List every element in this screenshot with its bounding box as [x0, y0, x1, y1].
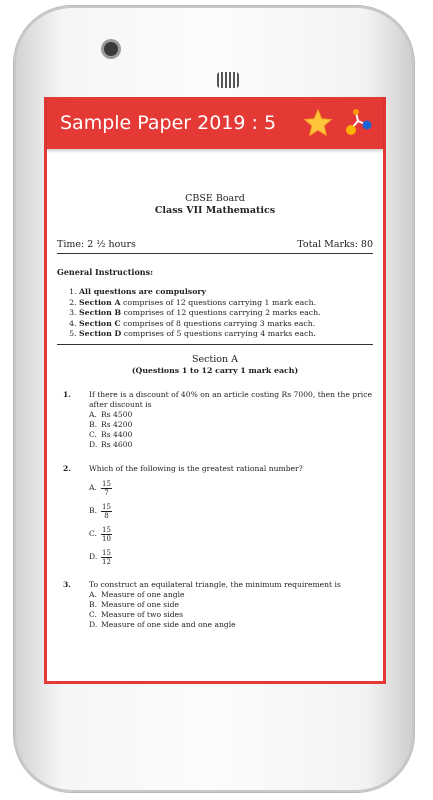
question-number: 2.	[63, 463, 71, 473]
section-header	[57, 354, 373, 376]
question-2	[57, 464, 373, 566]
option-c: C. $\frac{15}{10}$	[89, 525, 111, 543]
option-a: A. $\frac{15}{7}$	[89, 479, 111, 497]
fraction: $\frac{15}{12}$	[102, 548, 111, 566]
share-icon	[342, 107, 374, 139]
earpiece-speaker	[217, 72, 239, 88]
divider	[57, 344, 373, 345]
document-view[interactable]	[57, 149, 373, 681]
question-number: 1.	[63, 389, 71, 399]
instruction-item: 3. Section B comprises of 12 questions carrying 2 marks each.	[79, 308, 373, 319]
phone-frame	[14, 6, 414, 792]
instructions-title: General Instructions:	[57, 267, 154, 277]
app-screen	[44, 97, 386, 684]
instruction-item: 5. Section D comprises of 5 questions carrying 4 marks each.	[79, 329, 373, 340]
question-text: If there is a discount of 40% on an article costing Rs 7000, then the price after discount is	[89, 389, 372, 409]
option-d: D. Measure of one side and one angle	[89, 619, 236, 629]
section-title: Section A	[191, 353, 239, 365]
section-subtitle: (Questions 1 to 12 carry 1 mark each)	[131, 365, 299, 375]
fraction: $\frac{15}{8}$	[102, 502, 111, 520]
option-b: B. Measure of one side	[89, 599, 179, 609]
question-1	[57, 390, 373, 450]
option-a: A. Rs 4500	[89, 409, 133, 419]
share-button[interactable]	[341, 106, 375, 140]
instruction-item: 2. Section A comprises of 12 questions carrying 1 mark each.	[79, 298, 373, 309]
board-name: CBSE Board	[185, 193, 245, 204]
exam-meta	[57, 239, 373, 254]
instruction-item: 4. Section C comprises of 8 questions carrying 3 marks each.	[79, 319, 373, 330]
question-3	[57, 580, 373, 630]
option-a: A. Measure of one angle	[89, 589, 185, 599]
favorite-button[interactable]	[301, 106, 335, 140]
option-c: C. Rs 4400	[89, 429, 133, 439]
total-marks: Total Marks: 80	[297, 239, 373, 250]
question-text: To construct an equilateral triangle, the minimum requirement is	[89, 579, 341, 589]
instructions-list	[57, 287, 373, 340]
option-d: D. Rs 4600	[89, 439, 133, 449]
option-b: B. Rs 4200	[89, 419, 133, 429]
question-text: Which of the following is the greatest rational number?	[89, 463, 303, 473]
instruction-item: 1. All questions are compulsory	[79, 287, 373, 298]
option-b: B. $\frac{15}{8}$	[89, 502, 111, 520]
page-title: Sample Paper 2019 : 5	[60, 112, 277, 134]
option-c: C. Measure of two sides	[89, 609, 184, 619]
app-bar	[47, 97, 383, 149]
fraction: $\frac{15}{10}$	[102, 525, 111, 543]
star-icon	[303, 108, 333, 138]
front-camera	[104, 42, 118, 56]
class-name: Class VII Mathematics	[154, 205, 276, 216]
board-header	[57, 193, 373, 217]
option-d: D. $\frac{15}{12}$	[89, 548, 111, 566]
fraction: $\frac{15}{7}$	[102, 479, 111, 497]
question-number: 3.	[63, 579, 71, 589]
time-allowed: Time: 2 ½ hours	[57, 239, 136, 250]
